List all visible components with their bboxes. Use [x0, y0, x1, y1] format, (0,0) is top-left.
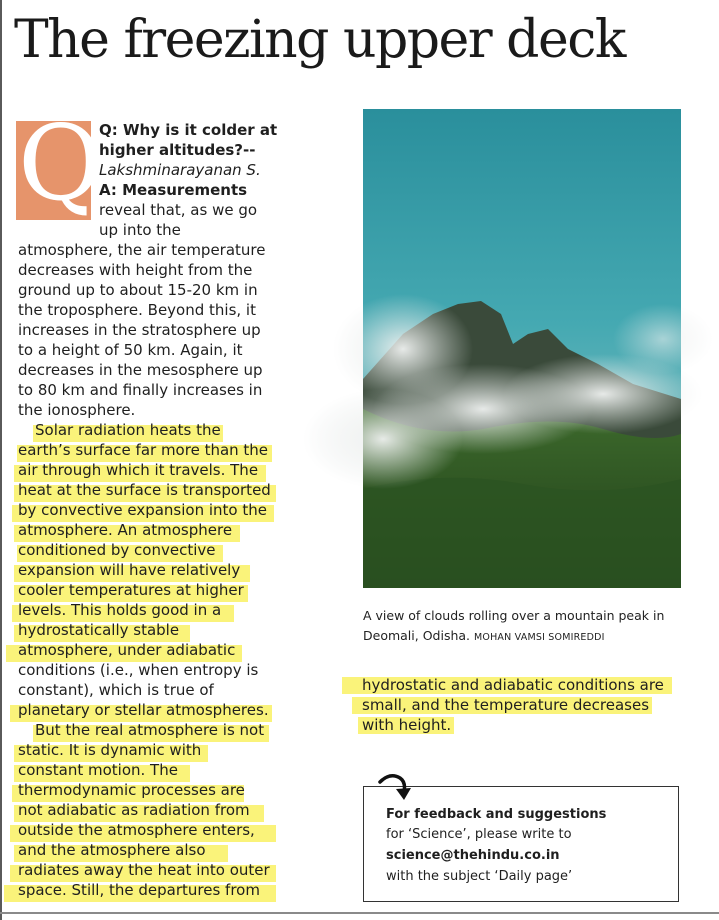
left-column-rule: [0, 0, 2, 920]
body-line: atmosphere, under adiabatic: [18, 641, 236, 659]
body-line: and the atmosphere also: [18, 841, 206, 859]
photo-caption-line2: [363, 626, 605, 646]
body-line: to a height of 50 km. Again, it: [18, 341, 243, 359]
body-line: levels. This holds good in a: [18, 601, 222, 619]
body-line: by convective expansion into the: [18, 501, 267, 519]
body-line: increases in the stratosphere up: [18, 321, 261, 339]
body-line: earth’s surface far more than the: [18, 441, 269, 459]
body-line: expansion will have relatively: [18, 561, 241, 579]
body-line: to 80 km and finally increases in: [18, 381, 263, 399]
body-line: atmosphere, the air temperature: [18, 241, 266, 259]
body-line: conditioned by convective: [18, 541, 216, 559]
body-line: reveal that, as we go: [99, 201, 258, 219]
mountain-photo-illustration: [363, 109, 681, 588]
question-line: higher altitudes?--: [99, 141, 256, 159]
body-line: atmosphere. An atmosphere: [18, 521, 233, 539]
feedback-line: for ‘Science’, please write to: [386, 827, 572, 842]
body-line: hydrostatic and adiabatic conditions are: [362, 676, 664, 694]
body-line: up into the: [99, 221, 181, 239]
body-line: thermodynamic processes are: [18, 781, 245, 799]
body-line: air through which it travels. The: [18, 461, 259, 479]
body-line: with height.: [362, 716, 452, 734]
body-line: planetary or stellar atmospheres.: [18, 701, 269, 719]
question-line: Q: Why is it colder at: [99, 121, 278, 139]
body-line: ground up to about 15-20 km in: [18, 281, 258, 299]
curved-arrow-icon: [376, 770, 412, 808]
answer-line: [99, 180, 247, 200]
body-line: small, and the temperature decreases: [362, 696, 650, 714]
answer-line-text: A: Measurements: [99, 181, 248, 199]
body-line: space. Still, the departures from: [18, 881, 260, 899]
body-line: radiates away the heat into outer: [18, 861, 270, 879]
body-line: constant), which is true of: [18, 681, 214, 699]
body-line: But the real atmosphere is not: [35, 721, 265, 739]
body-line: outside the atmosphere enters,: [18, 821, 255, 839]
question-drop-cap: [16, 102, 104, 224]
body-line: static. It is dynamic with: [18, 741, 202, 759]
reader-name: Lakshminarayanan S.: [99, 161, 261, 179]
body-line: heat at the surface is transported: [18, 481, 271, 499]
feedback-line: with the subject ‘Daily page’: [386, 869, 573, 884]
feedback-heading: For feedback and suggestions: [386, 807, 607, 822]
feedback-email: science@thehindu.co.in: [386, 848, 560, 863]
headline: The freezing upper deck: [14, 10, 625, 70]
body-line: not adiabatic as radiation from: [18, 801, 250, 819]
body-line: decreases with height from the: [18, 261, 253, 279]
photo-caption: A view of clouds rolling over a mountain peak in: [363, 608, 665, 623]
body-line: cooler temperatures at higher: [18, 581, 244, 599]
bottom-rule: [0, 912, 719, 914]
body-line: constant motion. The: [18, 761, 178, 779]
photo-credit: MOHAN VAMSI SOMIREDDI: [474, 632, 605, 643]
caption-location: Deomali, Odisha.: [363, 628, 471, 643]
body-line: the ionosphere.: [18, 401, 136, 419]
body-line: decreases in the mesosphere up: [18, 361, 263, 379]
body-line: conditions (i.e., when entropy is: [18, 661, 259, 679]
body-line: Solar radiation heats the: [35, 421, 221, 439]
drop-cap-letter: Q: [18, 102, 104, 224]
mountain-clouds-photo: [363, 109, 681, 588]
body-line: the troposphere. Beyond this, it: [18, 301, 256, 319]
body-line: hydrostatically stable: [18, 621, 180, 639]
